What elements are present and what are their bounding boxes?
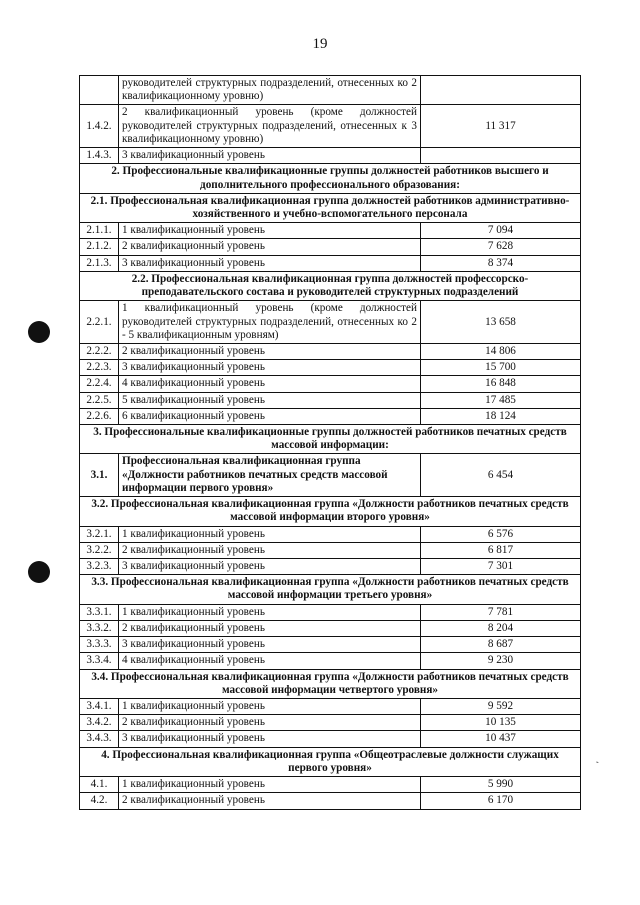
item-number: 2.2.4.: [80, 376, 119, 392]
salary-amount: 15 700: [421, 360, 581, 376]
table-row: [80, 223, 581, 239]
qualification-level: 2 квалификационный уровень: [119, 542, 421, 558]
item-number: 3.4.1.: [80, 698, 119, 714]
salary-amount: 6 170: [421, 793, 581, 809]
section-header-row: [80, 669, 581, 698]
table-row: [80, 239, 581, 255]
qualification-level: 3 квалификационный уровень: [119, 559, 421, 575]
section-heading: 3.4. Профессиональная квалификационная группа «Должности работников печатных средств массовой информации четвертого уровня»: [80, 669, 581, 698]
qualification-level: 6 квалификационный уровень: [119, 408, 421, 424]
salary-amount: 11 317: [421, 105, 581, 148]
qualification-level: 1 квалификационный уровень: [119, 604, 421, 620]
item-number: [80, 76, 119, 105]
table-row: [80, 408, 581, 424]
salary-amount: 5 990: [421, 777, 581, 793]
salary-amount: 6 817: [421, 542, 581, 558]
section-heading: 3. Профессиональные квалификационные группы должностей работников печатных средств массовой информации:: [80, 425, 581, 454]
table-row: [80, 793, 581, 809]
qualification-level: Профессиональная квалификационная группа «Должности работников печатных средств массовой информации первого уровня»: [119, 454, 421, 497]
item-number: 3.4.3.: [80, 731, 119, 747]
salary-amount: 16 848: [421, 376, 581, 392]
table-row: [80, 715, 581, 731]
section-heading: 2.2. Профессиональная квалификационная группа должностей профессорско-преподавательского состава и руководителей структурных подразделений: [80, 271, 581, 300]
salary-amount: 18 124: [421, 408, 581, 424]
salary-amount: 17 485: [421, 392, 581, 408]
table-row: [80, 698, 581, 714]
qualification-level: 3 квалификационный уровень: [119, 360, 421, 376]
table-row: [80, 542, 581, 558]
section-header-row: [80, 425, 581, 454]
qualification-level: 5 квалификационный уровень: [119, 392, 421, 408]
salary-amount: 6 576: [421, 526, 581, 542]
item-number: 3.3.1.: [80, 604, 119, 620]
salary-amount: [421, 148, 581, 164]
table-row: [80, 526, 581, 542]
section-heading: 4. Профессиональная квалификационная группа «Общеотраслевые должности служащих первого уровня»: [80, 747, 581, 776]
page-number: 19: [312, 36, 328, 52]
table-row: [80, 255, 581, 271]
salary-amount: 9 592: [421, 698, 581, 714]
salary-amount: 6 454: [421, 454, 581, 497]
qualification-level: 1 квалификационный уровень: [119, 698, 421, 714]
item-number: 3.2.1.: [80, 526, 119, 542]
table-row: [80, 105, 581, 148]
table-row: [80, 376, 581, 392]
salary-amount: 10 135: [421, 715, 581, 731]
section-header-row: [80, 747, 581, 776]
salary-amount: 7 781: [421, 604, 581, 620]
salary-amount: [421, 76, 581, 105]
salary-amount: 14 806: [421, 343, 581, 359]
table-row: [80, 604, 581, 620]
item-number: 3.2.3.: [80, 559, 119, 575]
table-row: [80, 301, 581, 344]
item-number: 3.3.3.: [80, 637, 119, 653]
section-header-row: [80, 575, 581, 604]
qualification-level: 3 квалификационный уровень: [119, 731, 421, 747]
item-number: 3.1.: [80, 454, 119, 497]
salary-amount: 10 437: [421, 731, 581, 747]
item-number: 2.2.5.: [80, 392, 119, 408]
punch-hole-mark: [28, 321, 50, 343]
qualification-level: 2 квалификационный уровень: [119, 343, 421, 359]
table-row: [80, 559, 581, 575]
table-row: [80, 653, 581, 669]
salary-amount: 8 374: [421, 255, 581, 271]
table-row: [80, 360, 581, 376]
item-number: 2.1.2.: [80, 239, 119, 255]
pen-mark: ˏ: [592, 751, 600, 765]
qualification-level: 2 квалификационный уровень (кроме должностей руководителей структурных подразделений, отнесенных к 3 квалификационному уровню): [119, 105, 421, 148]
section-header-row: [80, 193, 581, 222]
qualification-level: 4 квалификационный уровень: [119, 653, 421, 669]
section-header-row: [80, 497, 581, 526]
salary-amount: 13 658: [421, 301, 581, 344]
table-row: [80, 343, 581, 359]
salary-amount: 8 204: [421, 620, 581, 636]
item-number: 2.1.3.: [80, 255, 119, 271]
table-row: [80, 148, 581, 164]
item-number: 2.2.1.: [80, 301, 119, 344]
qualification-level: 4 квалификационный уровень: [119, 376, 421, 392]
section-heading: 3.3. Профессиональная квалификационная группа «Должности работников печатных средств массовой информации третьего уровня»: [80, 575, 581, 604]
item-number: 2.2.6.: [80, 408, 119, 424]
salary-table: [79, 75, 581, 810]
qualification-level: 3 квалификационный уровень: [119, 637, 421, 653]
item-number: 3.3.4.: [80, 653, 119, 669]
salary-amount: 7 094: [421, 223, 581, 239]
item-number: 2.1.1.: [80, 223, 119, 239]
qualification-level: руководителей структурных подразделений, отнесенных ко 2 квалификационному уровню): [119, 76, 421, 105]
qualification-level: 1 квалификационный уровень: [119, 526, 421, 542]
item-number: 3.4.2.: [80, 715, 119, 731]
section-heading: 2. Профессиональные квалификационные группы должностей работников высшего и дополнительного профессионального образования:: [80, 164, 581, 193]
table-row: [80, 76, 581, 105]
item-number: 4.1.: [80, 777, 119, 793]
table-row: [80, 731, 581, 747]
qualification-level: 2 квалификационный уровень: [119, 793, 421, 809]
punch-hole-mark: [28, 561, 50, 583]
qualification-level: 2 квалификационный уровень: [119, 239, 421, 255]
item-number: 1.4.2.: [80, 105, 119, 148]
salary-amount: 9 230: [421, 653, 581, 669]
qualification-level: 2 квалификационный уровень: [119, 620, 421, 636]
qualification-level: 1 квалификационный уровень (кроме должностей руководителей структурных подразделений, отнесенных ко 2 - 5 квалификационным уровням): [119, 301, 421, 344]
salary-amount: 8 687: [421, 637, 581, 653]
salary-amount: 7 301: [421, 559, 581, 575]
qualification-level: 1 квалификационный уровень: [119, 223, 421, 239]
salary-amount: 7 628: [421, 239, 581, 255]
section-header-row: [80, 164, 581, 193]
table-row: [80, 454, 581, 497]
table-row: [80, 620, 581, 636]
section-header-row: [80, 271, 581, 300]
qualification-level: 1 квалификационный уровень: [119, 777, 421, 793]
table-row: [80, 637, 581, 653]
item-number: 3.2.2.: [80, 542, 119, 558]
item-number: 3.3.2.: [80, 620, 119, 636]
item-number: 1.4.3.: [80, 148, 119, 164]
item-number: 2.2.3.: [80, 360, 119, 376]
item-number: 2.2.2.: [80, 343, 119, 359]
section-heading: 3.2. Профессиональная квалификационная группа «Должности работников печатных средств массовой информации второго уровня»: [80, 497, 581, 526]
item-number: 4.2.: [80, 793, 119, 809]
qualification-level: 3 квалификационный уровень: [119, 148, 421, 164]
table-row: [80, 777, 581, 793]
qualification-level: 3 квалификационный уровень: [119, 255, 421, 271]
qualification-level: 2 квалификационный уровень: [119, 715, 421, 731]
table-row: [80, 392, 581, 408]
section-heading: 2.1. Профессиональная квалификационная группа должностей работников административно-хозяйственного и учебно-вспомогательного персонала: [80, 193, 581, 222]
